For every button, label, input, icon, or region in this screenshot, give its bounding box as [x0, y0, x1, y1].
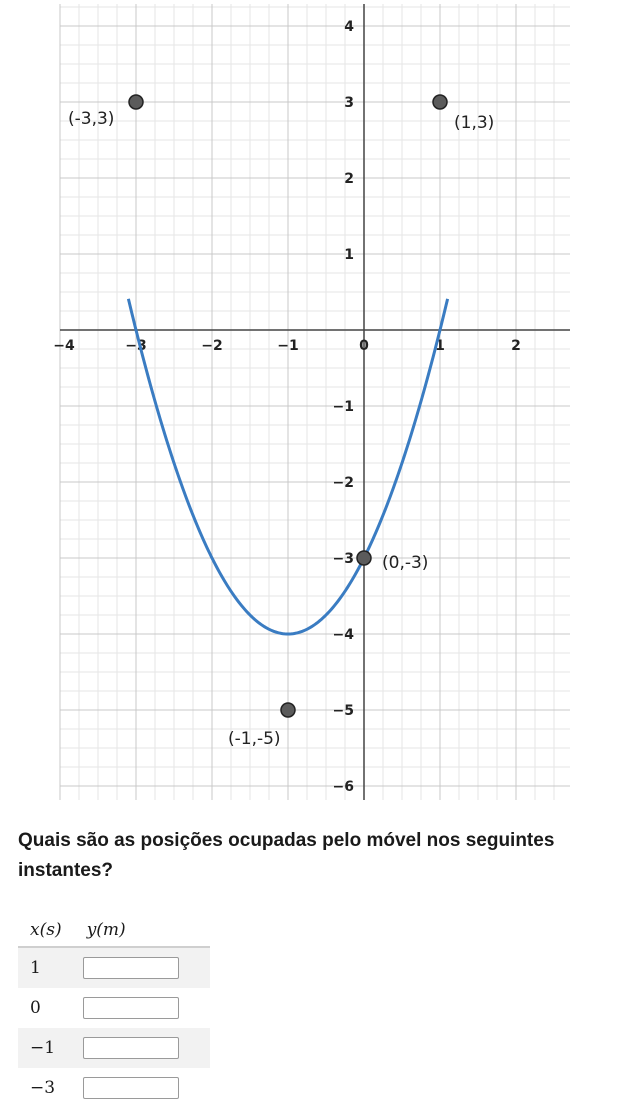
point-label: (-1,-5) — [228, 729, 281, 749]
cell-x: −3 — [30, 1078, 56, 1098]
x-tick-label: 2 — [511, 338, 521, 354]
col-header-y: y(m) — [75, 914, 210, 947]
answer-input[interactable] — [83, 1077, 179, 1099]
y-tick-label: −3 — [332, 551, 354, 567]
question-text — [18, 826, 618, 886]
point-label: (-3,3) — [68, 109, 115, 129]
y-tick-label: 2 — [344, 171, 354, 187]
x-tick-label: −3 — [125, 338, 147, 354]
y-tick-label: −1 — [332, 399, 354, 415]
point-label: (0,-3) — [382, 553, 429, 573]
y-tick-label: −2 — [332, 475, 354, 491]
answer-input[interactable] — [83, 1037, 179, 1059]
y-tick-label: −6 — [332, 779, 354, 795]
data-point — [357, 551, 371, 565]
col-header-x: x(s) — [18, 914, 75, 947]
point-label: (1,3) — [454, 113, 495, 133]
cell-x: 0 — [30, 998, 41, 1018]
cell-x: 1 — [18, 947, 75, 988]
table-row — [18, 1068, 210, 1108]
cell-y — [75, 988, 210, 1028]
cell-x: −1 — [18, 1028, 75, 1068]
question-line-1: Quais são as posições ocupadas pelo móvel nos seguintes — [18, 830, 555, 851]
data-point — [129, 95, 143, 109]
data-point — [281, 703, 295, 717]
x-tick-label: 1 — [435, 338, 445, 354]
y-tick-label: 1 — [344, 247, 354, 263]
table-header-row — [18, 914, 210, 947]
table-row — [18, 947, 210, 988]
y-tick-label: 3 — [344, 95, 354, 111]
y-tick-label: −5 — [332, 703, 354, 719]
data-point — [433, 95, 447, 109]
table-row — [18, 988, 210, 1028]
y-tick-label: −4 — [332, 627, 354, 643]
question-line-2: instantes? — [18, 860, 114, 881]
answer-input[interactable] — [83, 957, 179, 979]
y-tick-label: 4 — [344, 19, 354, 35]
cell-y — [75, 1068, 210, 1108]
table-row — [18, 1028, 210, 1068]
x-tick-label: −4 — [53, 338, 75, 354]
cell-y — [75, 947, 210, 988]
x-tick-label: 0 — [359, 338, 369, 354]
answer-table — [18, 914, 210, 1108]
points-group — [68, 95, 494, 749]
tick-labels — [53, 19, 521, 795]
answer-input[interactable] — [83, 997, 179, 1019]
cell-y — [75, 1028, 210, 1068]
x-tick-label: −2 — [201, 338, 223, 354]
x-tick-label: −1 — [277, 338, 299, 354]
